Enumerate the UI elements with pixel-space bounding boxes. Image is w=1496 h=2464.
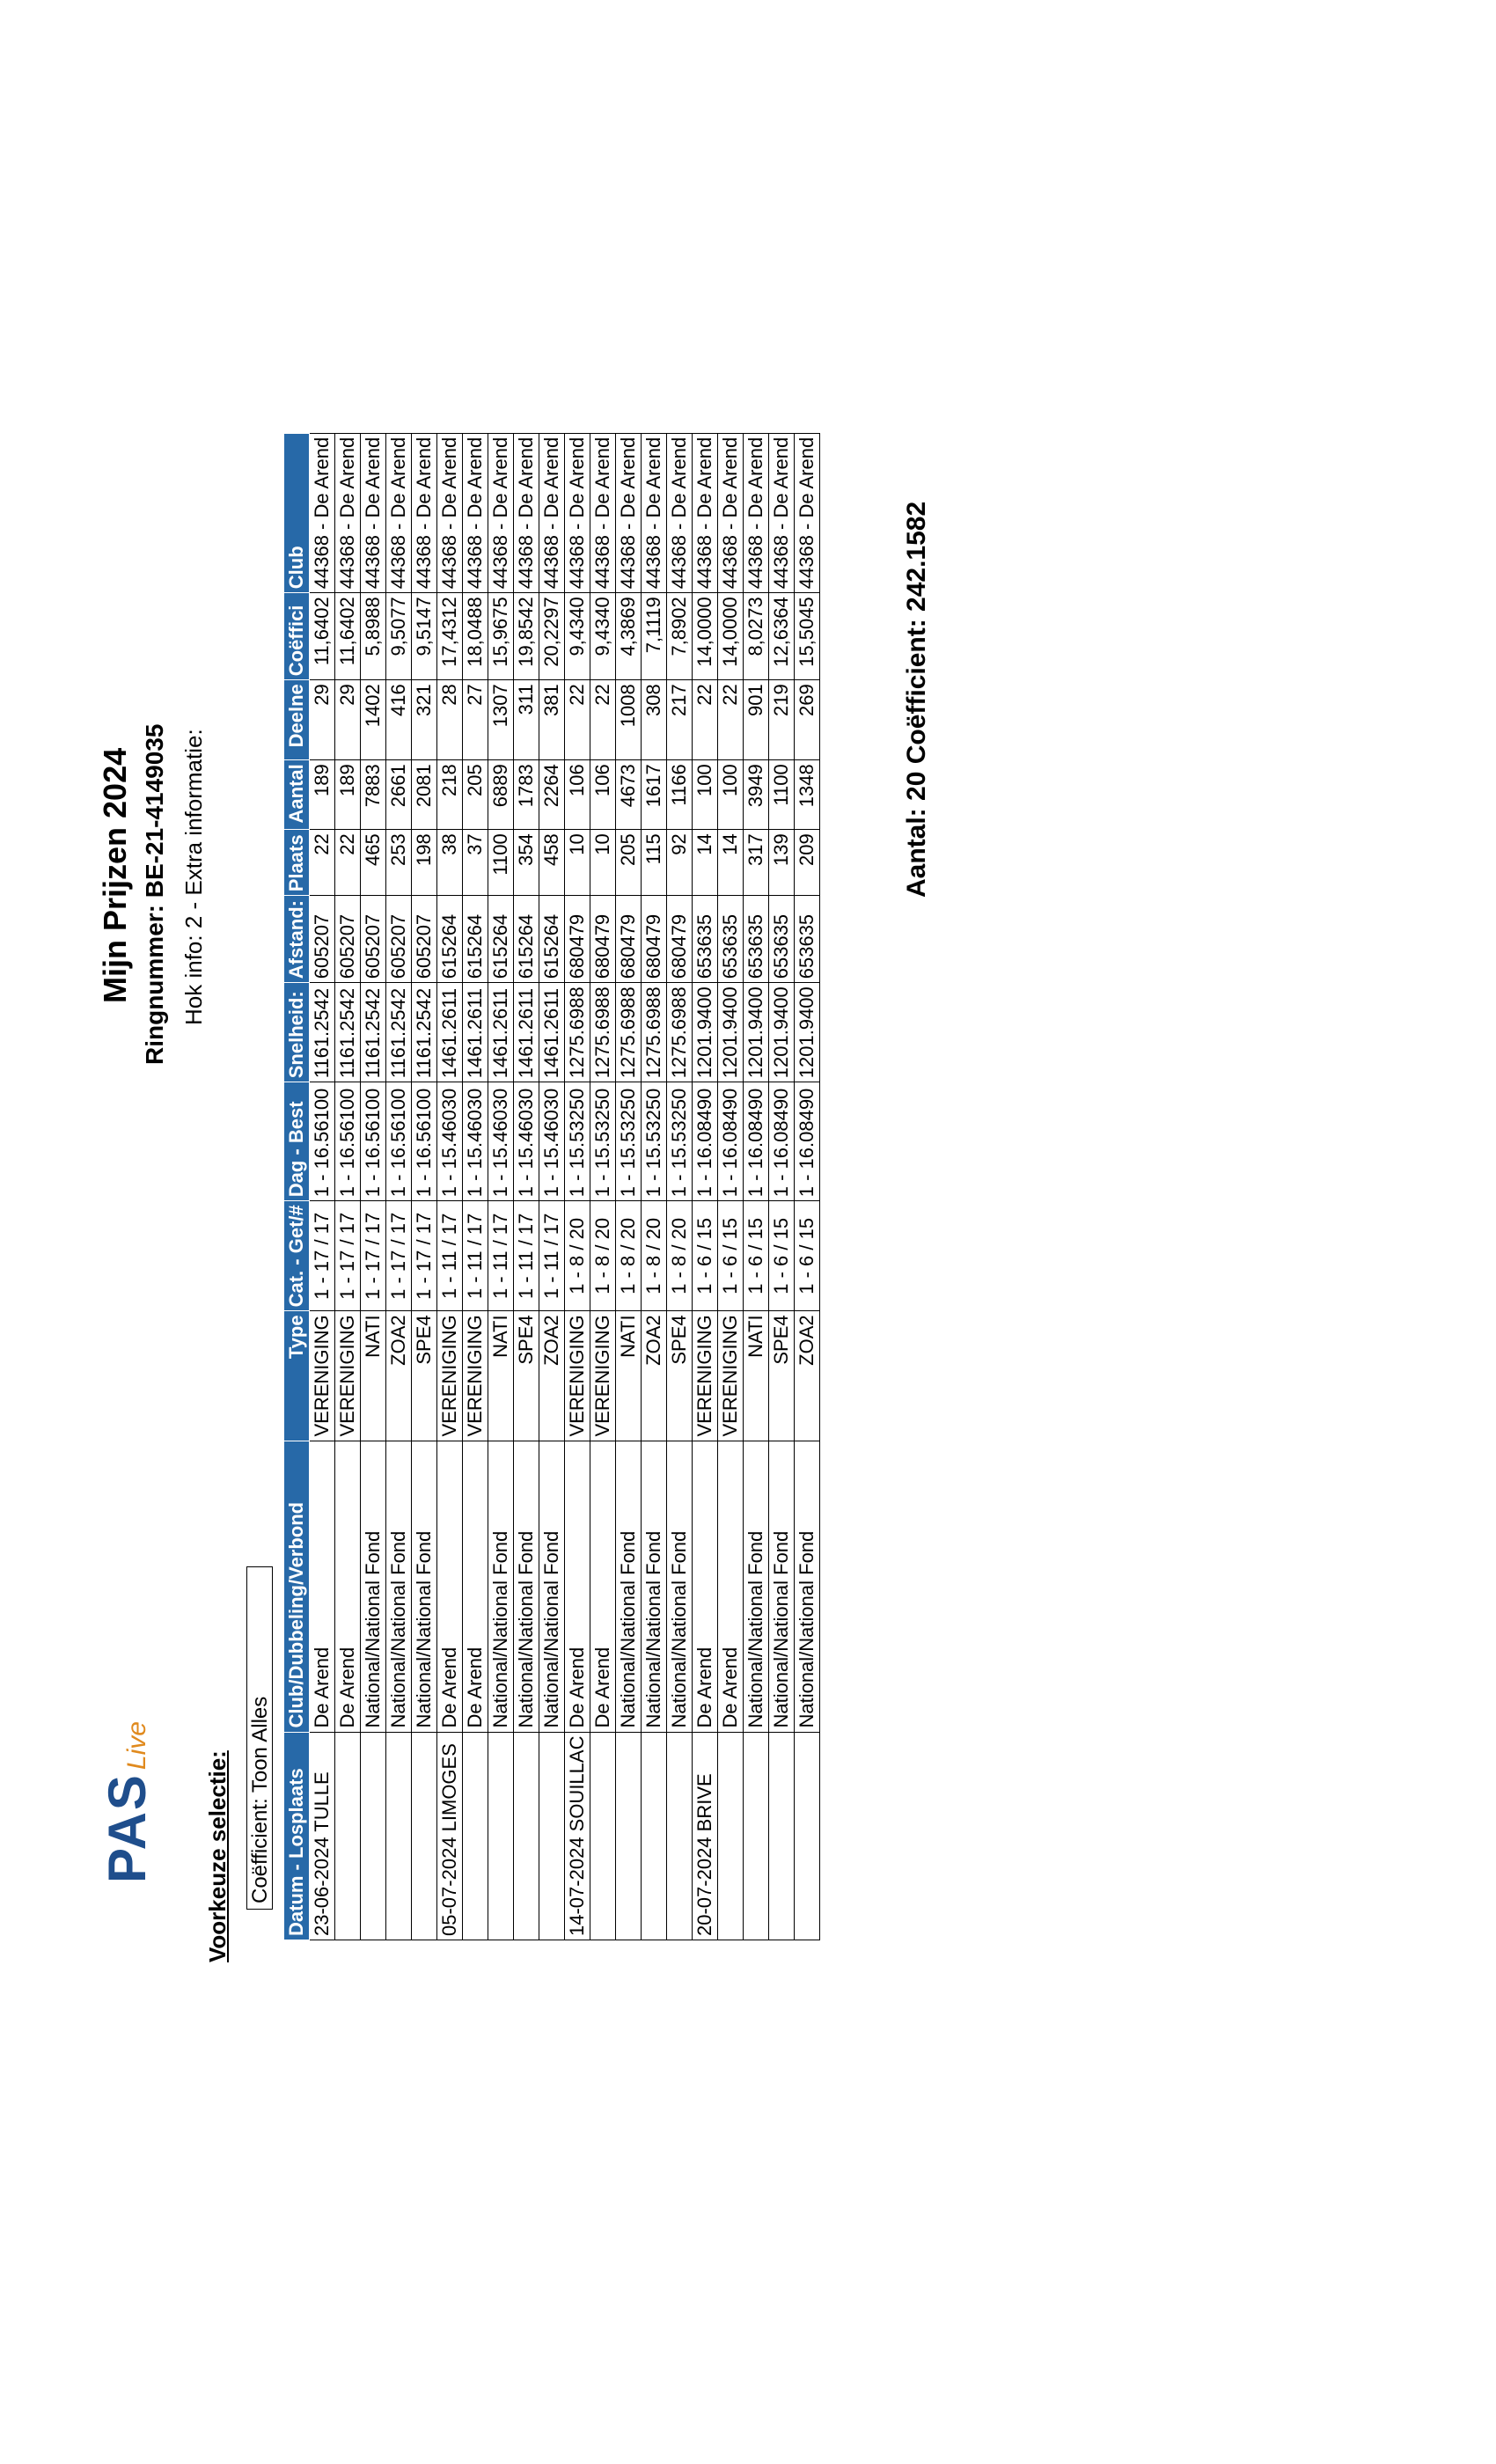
cell-datum-losplaats bbox=[769, 1732, 795, 1940]
cell-cat-get: 1 - 6 / 15 bbox=[693, 1201, 718, 1311]
table-row bbox=[769, 433, 795, 1940]
cell-datum-losplaats bbox=[718, 1732, 744, 1940]
cell-deelne: 321 bbox=[412, 680, 437, 760]
cell-plaats: 1100 bbox=[488, 830, 514, 896]
cell-club-name: 44368 - De Arend bbox=[565, 433, 590, 592]
cell-cat-get: 1 - 6 / 15 bbox=[744, 1201, 769, 1311]
cell-afstand: 615264 bbox=[463, 896, 488, 983]
cell-deelne: 22 bbox=[693, 680, 718, 760]
table-row bbox=[539, 433, 565, 1940]
cell-coefficient: 5,8988 bbox=[361, 593, 386, 680]
cell-club: De Arend bbox=[335, 1441, 361, 1732]
cell-aantal: 218 bbox=[437, 760, 463, 830]
cell-club-name: 44368 - De Arend bbox=[642, 433, 667, 592]
cell-cat-get: 1 - 17 / 17 bbox=[310, 1201, 335, 1311]
col-club: Club bbox=[284, 433, 310, 592]
logo-main: PAS bbox=[98, 1773, 157, 1883]
cell-plaats: 115 bbox=[642, 830, 667, 896]
cell-coefficient: 4,3869 bbox=[616, 593, 642, 680]
summary-total: Aantal: 20 Coëfficient: 242.1582 bbox=[902, 501, 931, 898]
cell-plaats: 198 bbox=[412, 830, 437, 896]
cell-club-name: 44368 - De Arend bbox=[335, 433, 361, 592]
cell-club: National/National Fond bbox=[412, 1441, 437, 1732]
table-row bbox=[667, 433, 693, 1940]
cell-datum-losplaats: 14-07-2024 SOUILLAC bbox=[565, 1732, 590, 1940]
cell-plaats: 22 bbox=[335, 830, 361, 896]
cell-datum-losplaats bbox=[361, 1732, 386, 1940]
cell-afstand: 615264 bbox=[488, 896, 514, 983]
cell-club-name: 44368 - De Arend bbox=[463, 433, 488, 592]
cell-type: NATI bbox=[361, 1311, 386, 1441]
cell-cat-get: 1 - 8 / 20 bbox=[642, 1201, 667, 1311]
cell-type: VERENIGING bbox=[565, 1311, 590, 1441]
cell-dag-best: 1 - 16.08490 bbox=[795, 1082, 820, 1201]
cell-dag-best: 1 - 15.46030 bbox=[539, 1082, 565, 1201]
cell-dag-best: 1 - 15.53250 bbox=[616, 1082, 642, 1201]
cell-aantal: 3949 bbox=[744, 760, 769, 830]
cell-cat-get: 1 - 17 / 17 bbox=[386, 1201, 412, 1311]
table-row bbox=[386, 433, 412, 1940]
cell-type: SPE4 bbox=[514, 1311, 539, 1441]
cell-dag-best: 1 - 16.08490 bbox=[744, 1082, 769, 1201]
col-aantal: Aantal bbox=[284, 760, 310, 830]
cell-club: De Arend bbox=[590, 1441, 616, 1732]
cell-coefficient: 15,5045 bbox=[795, 593, 820, 680]
cell-snelheid: 1161.2542 bbox=[412, 983, 437, 1082]
cell-snelheid: 1161.2542 bbox=[335, 983, 361, 1082]
cell-cat-get: 1 - 11 / 17 bbox=[437, 1201, 463, 1311]
cell-snelheid: 1461.2611 bbox=[437, 983, 463, 1082]
cell-deelne: 219 bbox=[769, 680, 795, 760]
cell-plaats: 253 bbox=[386, 830, 412, 896]
col-club-dubbeling-verbond: Club/Dubbeling/Verbond bbox=[284, 1441, 310, 1732]
cell-deelne: 1307 bbox=[488, 680, 514, 760]
cell-datum-losplaats bbox=[616, 1732, 642, 1940]
cell-club-name: 44368 - De Arend bbox=[667, 433, 693, 592]
ringnummer: Ringnummer: BE-21-4149035 bbox=[141, 723, 168, 1065]
cell-cat-get: 1 - 6 / 15 bbox=[795, 1201, 820, 1311]
cell-coefficient: 7,8902 bbox=[667, 593, 693, 680]
cell-snelheid: 1201.9400 bbox=[693, 983, 718, 1082]
cell-cat-get: 1 - 17 / 17 bbox=[361, 1201, 386, 1311]
cell-plaats: 354 bbox=[514, 830, 539, 896]
cell-afstand: 615264 bbox=[539, 896, 565, 983]
cell-datum-losplaats bbox=[642, 1732, 667, 1940]
cell-datum-losplaats bbox=[463, 1732, 488, 1940]
cell-snelheid: 1201.9400 bbox=[744, 983, 769, 1082]
cell-deelne: 27 bbox=[463, 680, 488, 760]
cell-club: National/National Fond bbox=[386, 1441, 412, 1732]
cell-type: SPE4 bbox=[412, 1311, 437, 1441]
cell-coefficient: 18,0488 bbox=[463, 593, 488, 680]
cell-club-name: 44368 - De Arend bbox=[539, 433, 565, 592]
cell-snelheid: 1461.2611 bbox=[463, 983, 488, 1082]
cell-deelne: 29 bbox=[310, 680, 335, 760]
cell-snelheid: 1201.9400 bbox=[795, 983, 820, 1082]
coefficient-filter-box: Coëfficient: Toon Alles bbox=[246, 1566, 273, 1910]
cell-deelne: 308 bbox=[642, 680, 667, 760]
cell-datum-losplaats bbox=[488, 1732, 514, 1940]
cell-afstand: 653635 bbox=[693, 896, 718, 983]
cell-cat-get: 1 - 17 / 17 bbox=[412, 1201, 437, 1311]
cell-afstand: 615264 bbox=[437, 896, 463, 983]
cell-datum-losplaats bbox=[539, 1732, 565, 1940]
table-row bbox=[463, 433, 488, 1940]
cell-coefficient: 19,8542 bbox=[514, 593, 539, 680]
cell-club-name: 44368 - De Arend bbox=[361, 433, 386, 592]
cell-plaats: 139 bbox=[769, 830, 795, 896]
cell-club-name: 44368 - De Arend bbox=[310, 433, 335, 592]
table-row bbox=[642, 433, 667, 1940]
cell-aantal: 106 bbox=[565, 760, 590, 830]
cell-deelne: 28 bbox=[437, 680, 463, 760]
hok-info: Hok info: 2 - Extra informatie: bbox=[180, 729, 207, 1025]
col-plaats: Plaats bbox=[284, 830, 310, 896]
cell-dag-best: 1 - 15.46030 bbox=[463, 1082, 488, 1201]
cell-afstand: 605207 bbox=[335, 896, 361, 983]
cell-coefficient: 17,4312 bbox=[437, 593, 463, 680]
cell-aantal: 189 bbox=[335, 760, 361, 830]
pas-live-logo bbox=[97, 1721, 158, 1883]
table-row bbox=[795, 433, 820, 1940]
cell-datum-losplaats bbox=[514, 1732, 539, 1940]
cell-club-name: 44368 - De Arend bbox=[769, 433, 795, 592]
cell-type: VERENIGING bbox=[437, 1311, 463, 1441]
cell-club: De Arend bbox=[718, 1441, 744, 1732]
cell-club: De Arend bbox=[565, 1441, 590, 1732]
table-row bbox=[437, 433, 463, 1940]
cell-club-name: 44368 - De Arend bbox=[514, 433, 539, 592]
col-cat-get: Cat. - Get/# bbox=[284, 1201, 310, 1311]
cell-plaats: 317 bbox=[744, 830, 769, 896]
cell-coefficient: 11,6402 bbox=[310, 593, 335, 680]
cell-snelheid: 1161.2542 bbox=[361, 983, 386, 1082]
cell-deelne: 1008 bbox=[616, 680, 642, 760]
cell-plaats: 205 bbox=[616, 830, 642, 896]
cell-deelne: 269 bbox=[795, 680, 820, 760]
table-row bbox=[514, 433, 539, 1940]
cell-coefficient: 8,0273 bbox=[744, 593, 769, 680]
cell-coefficient: 9,4340 bbox=[590, 593, 616, 680]
table-row bbox=[744, 433, 769, 1940]
col-dag-best: Dag - Best bbox=[284, 1082, 310, 1201]
cell-type: NATI bbox=[616, 1311, 642, 1441]
table-row bbox=[488, 433, 514, 1940]
cell-type: NATI bbox=[744, 1311, 769, 1441]
cell-plaats: 14 bbox=[718, 830, 744, 896]
cell-cat-get: 1 - 8 / 20 bbox=[565, 1201, 590, 1311]
cell-aantal: 1100 bbox=[769, 760, 795, 830]
cell-club-name: 44368 - De Arend bbox=[744, 433, 769, 592]
cell-club: National/National Fond bbox=[361, 1441, 386, 1732]
cell-club: De Arend bbox=[463, 1441, 488, 1732]
cell-datum-losplaats bbox=[667, 1732, 693, 1940]
cell-afstand: 680479 bbox=[667, 896, 693, 983]
cell-dag-best: 1 - 15.46030 bbox=[514, 1082, 539, 1201]
cell-afstand: 605207 bbox=[361, 896, 386, 983]
cell-coefficient: 15,9675 bbox=[488, 593, 514, 680]
cell-club-name: 44368 - De Arend bbox=[590, 433, 616, 592]
cell-type: VERENIGING bbox=[718, 1311, 744, 1441]
cell-afstand: 653635 bbox=[718, 896, 744, 983]
cell-plaats: 38 bbox=[437, 830, 463, 896]
cell-coefficient: 7,1119 bbox=[642, 593, 667, 680]
cell-cat-get: 1 - 8 / 20 bbox=[590, 1201, 616, 1311]
cell-type: VERENIGING bbox=[310, 1311, 335, 1441]
cell-afstand: 680479 bbox=[616, 896, 642, 983]
cell-club: National/National Fond bbox=[667, 1441, 693, 1732]
table-row bbox=[335, 433, 361, 1940]
cell-aantal: 205 bbox=[463, 760, 488, 830]
cell-aantal: 2264 bbox=[539, 760, 565, 830]
cell-plaats: 14 bbox=[693, 830, 718, 896]
cell-club-name: 44368 - De Arend bbox=[616, 433, 642, 592]
cell-plaats: 10 bbox=[590, 830, 616, 896]
table-row bbox=[361, 433, 386, 1940]
cell-snelheid: 1461.2611 bbox=[514, 983, 539, 1082]
cell-plaats: 22 bbox=[310, 830, 335, 896]
table-row bbox=[565, 433, 590, 1940]
cell-datum-losplaats: 05-07-2024 LIMOGES bbox=[437, 1732, 463, 1940]
cell-datum-losplaats: 20-07-2024 BRIVE bbox=[693, 1732, 718, 1940]
cell-club: National/National Fond bbox=[642, 1441, 667, 1732]
cell-afstand: 605207 bbox=[310, 896, 335, 983]
cell-type: ZOA2 bbox=[539, 1311, 565, 1441]
cell-plaats: 37 bbox=[463, 830, 488, 896]
rotated-content bbox=[0, 70, 968, 1971]
cell-club: National/National Fond bbox=[488, 1441, 514, 1732]
cell-cat-get: 1 - 6 / 15 bbox=[769, 1201, 795, 1311]
cell-coefficient: 20,2297 bbox=[539, 593, 565, 680]
cell-snelheid: 1275.6988 bbox=[616, 983, 642, 1082]
cell-plaats: 458 bbox=[539, 830, 565, 896]
cell-club: De Arend bbox=[693, 1441, 718, 1732]
cell-aantal: 2661 bbox=[386, 760, 412, 830]
cell-deelne: 22 bbox=[565, 680, 590, 760]
cell-deelne: 217 bbox=[667, 680, 693, 760]
cell-type: ZOA2 bbox=[642, 1311, 667, 1441]
table-row bbox=[616, 433, 642, 1940]
cell-deelne: 901 bbox=[744, 680, 769, 760]
col-snelheid: Snelheid: bbox=[284, 983, 310, 1082]
cell-coefficient: 11,6402 bbox=[335, 593, 361, 680]
cell-snelheid: 1201.9400 bbox=[769, 983, 795, 1082]
cell-aantal: 7883 bbox=[361, 760, 386, 830]
cell-aantal: 106 bbox=[590, 760, 616, 830]
cell-afstand: 680479 bbox=[565, 896, 590, 983]
cell-dag-best: 1 - 16.56100 bbox=[412, 1082, 437, 1201]
cell-snelheid: 1275.6988 bbox=[590, 983, 616, 1082]
cell-aantal: 2081 bbox=[412, 760, 437, 830]
cell-aantal: 100 bbox=[718, 760, 744, 830]
cell-snelheid: 1275.6988 bbox=[667, 983, 693, 1082]
cell-type: VERENIGING bbox=[590, 1311, 616, 1441]
cell-afstand: 680479 bbox=[642, 896, 667, 983]
cell-dag-best: 1 - 15.53250 bbox=[565, 1082, 590, 1201]
cell-plaats: 465 bbox=[361, 830, 386, 896]
table-row bbox=[310, 433, 335, 1940]
prizes-table bbox=[283, 433, 820, 1940]
col-type: Type bbox=[284, 1311, 310, 1441]
cell-dag-best: 1 - 16.56100 bbox=[386, 1082, 412, 1201]
cell-coefficient: 12,6364 bbox=[769, 593, 795, 680]
cell-club: De Arend bbox=[310, 1441, 335, 1732]
voorkeuze-label: Voorkeuze selectie: bbox=[204, 1750, 231, 1962]
cell-deelne: 381 bbox=[539, 680, 565, 760]
cell-type: SPE4 bbox=[769, 1311, 795, 1441]
cell-cat-get: 1 - 11 / 17 bbox=[463, 1201, 488, 1311]
table-row bbox=[412, 433, 437, 1940]
cell-club: National/National Fond bbox=[744, 1441, 769, 1732]
col-coefficient: Coëffici bbox=[284, 593, 310, 680]
cell-snelheid: 1275.6988 bbox=[565, 983, 590, 1082]
cell-dag-best: 1 - 15.53250 bbox=[590, 1082, 616, 1201]
cell-dag-best: 1 - 16.56100 bbox=[361, 1082, 386, 1201]
cell-type: SPE4 bbox=[667, 1311, 693, 1441]
table-header-row bbox=[284, 433, 310, 1940]
cell-type: ZOA2 bbox=[386, 1311, 412, 1441]
cell-club-name: 44368 - De Arend bbox=[488, 433, 514, 592]
cell-cat-get: 1 - 8 / 20 bbox=[616, 1201, 642, 1311]
col-datum-losplaats: Datum - Losplaats bbox=[284, 1732, 310, 1940]
cell-aantal: 189 bbox=[310, 760, 335, 830]
cell-plaats: 92 bbox=[667, 830, 693, 896]
cell-aantal: 1166 bbox=[667, 760, 693, 830]
cell-aantal: 6889 bbox=[488, 760, 514, 830]
cell-type: VERENIGING bbox=[463, 1311, 488, 1441]
cell-deelne: 22 bbox=[718, 680, 744, 760]
cell-cat-get: 1 - 11 / 17 bbox=[539, 1201, 565, 1311]
cell-snelheid: 1461.2611 bbox=[539, 983, 565, 1082]
cell-dag-best: 1 - 16.08490 bbox=[718, 1082, 744, 1201]
cell-cat-get: 1 - 17 / 17 bbox=[335, 1201, 361, 1311]
logo-sub: Live bbox=[122, 1721, 151, 1771]
cell-snelheid: 1275.6988 bbox=[642, 983, 667, 1082]
cell-datum-losplaats bbox=[795, 1732, 820, 1940]
cell-snelheid: 1161.2542 bbox=[310, 983, 335, 1082]
cell-deelne: 311 bbox=[514, 680, 539, 760]
col-deelne: Deelne bbox=[284, 680, 310, 760]
cell-dag-best: 1 - 15.53250 bbox=[667, 1082, 693, 1201]
cell-aantal: 4673 bbox=[616, 760, 642, 830]
table-row bbox=[693, 433, 718, 1940]
cell-club-name: 44368 - De Arend bbox=[412, 433, 437, 592]
cell-type: NATI bbox=[488, 1311, 514, 1441]
cell-datum-losplaats bbox=[386, 1732, 412, 1940]
cell-afstand: 605207 bbox=[412, 896, 437, 983]
cell-coefficient: 9,5147 bbox=[412, 593, 437, 680]
cell-plaats: 10 bbox=[565, 830, 590, 896]
cell-club-name: 44368 - De Arend bbox=[718, 433, 744, 592]
cell-cat-get: 1 - 8 / 20 bbox=[667, 1201, 693, 1311]
cell-cat-get: 1 - 6 / 15 bbox=[718, 1201, 744, 1311]
cell-type: ZOA2 bbox=[795, 1311, 820, 1441]
page-title: Mijn Prijzen 2024 bbox=[97, 747, 133, 1003]
cell-club-name: 44368 - De Arend bbox=[795, 433, 820, 592]
cell-club: National/National Fond bbox=[539, 1441, 565, 1732]
cell-club: National/National Fond bbox=[769, 1441, 795, 1732]
cell-aantal: 1783 bbox=[514, 760, 539, 830]
cell-club: De Arend bbox=[437, 1441, 463, 1732]
cell-snelheid: 1461.2611 bbox=[488, 983, 514, 1082]
cell-cat-get: 1 - 11 / 17 bbox=[514, 1201, 539, 1311]
cell-coefficient: 9,4340 bbox=[565, 593, 590, 680]
cell-dag-best: 1 - 15.53250 bbox=[642, 1082, 667, 1201]
cell-datum-losplaats bbox=[335, 1732, 361, 1940]
cell-club-name: 44368 - De Arend bbox=[386, 433, 412, 592]
cell-plaats: 209 bbox=[795, 830, 820, 896]
cell-snelheid: 1201.9400 bbox=[718, 983, 744, 1082]
cell-coefficient: 14,0000 bbox=[718, 593, 744, 680]
cell-club: National/National Fond bbox=[514, 1441, 539, 1732]
cell-dag-best: 1 - 15.46030 bbox=[437, 1082, 463, 1201]
cell-dag-best: 1 - 15.46030 bbox=[488, 1082, 514, 1201]
cell-afstand: 653635 bbox=[744, 896, 769, 983]
cell-coefficient: 9,5077 bbox=[386, 593, 412, 680]
cell-deelne: 29 bbox=[335, 680, 361, 760]
cell-dag-best: 1 - 16.56100 bbox=[335, 1082, 361, 1201]
table-body bbox=[310, 433, 820, 1940]
cell-club: National/National Fond bbox=[795, 1441, 820, 1732]
cell-afstand: 605207 bbox=[386, 896, 412, 983]
cell-aantal: 1348 bbox=[795, 760, 820, 830]
cell-datum-losplaats bbox=[412, 1732, 437, 1940]
cell-dag-best: 1 - 16.08490 bbox=[769, 1082, 795, 1201]
cell-afstand: 680479 bbox=[590, 896, 616, 983]
cell-datum-losplaats bbox=[590, 1732, 616, 1940]
cell-deelne: 1402 bbox=[361, 680, 386, 760]
cell-afstand: 653635 bbox=[795, 896, 820, 983]
cell-type: VERENIGING bbox=[693, 1311, 718, 1441]
cell-afstand: 653635 bbox=[769, 896, 795, 983]
cell-afstand: 615264 bbox=[514, 896, 539, 983]
cell-coefficient: 14,0000 bbox=[693, 593, 718, 680]
table-row bbox=[590, 433, 616, 1940]
cell-club-name: 44368 - De Arend bbox=[693, 433, 718, 592]
cell-club-name: 44368 - De Arend bbox=[437, 433, 463, 592]
cell-datum-losplaats bbox=[744, 1732, 769, 1940]
cell-datum-losplaats: 23-06-2024 TULLE bbox=[310, 1732, 335, 1940]
cell-dag-best: 1 - 16.56100 bbox=[310, 1082, 335, 1201]
cell-club: National/National Fond bbox=[616, 1441, 642, 1732]
cell-dag-best: 1 - 16.08490 bbox=[693, 1082, 718, 1201]
cell-deelne: 22 bbox=[590, 680, 616, 760]
cell-aantal: 1617 bbox=[642, 760, 667, 830]
cell-cat-get: 1 - 11 / 17 bbox=[488, 1201, 514, 1311]
cell-deelne: 416 bbox=[386, 680, 412, 760]
cell-aantal: 100 bbox=[693, 760, 718, 830]
table-row bbox=[718, 433, 744, 1940]
col-afstand: Afstand: bbox=[284, 896, 310, 983]
cell-type: VERENIGING bbox=[335, 1311, 361, 1441]
cell-snelheid: 1161.2542 bbox=[386, 983, 412, 1082]
